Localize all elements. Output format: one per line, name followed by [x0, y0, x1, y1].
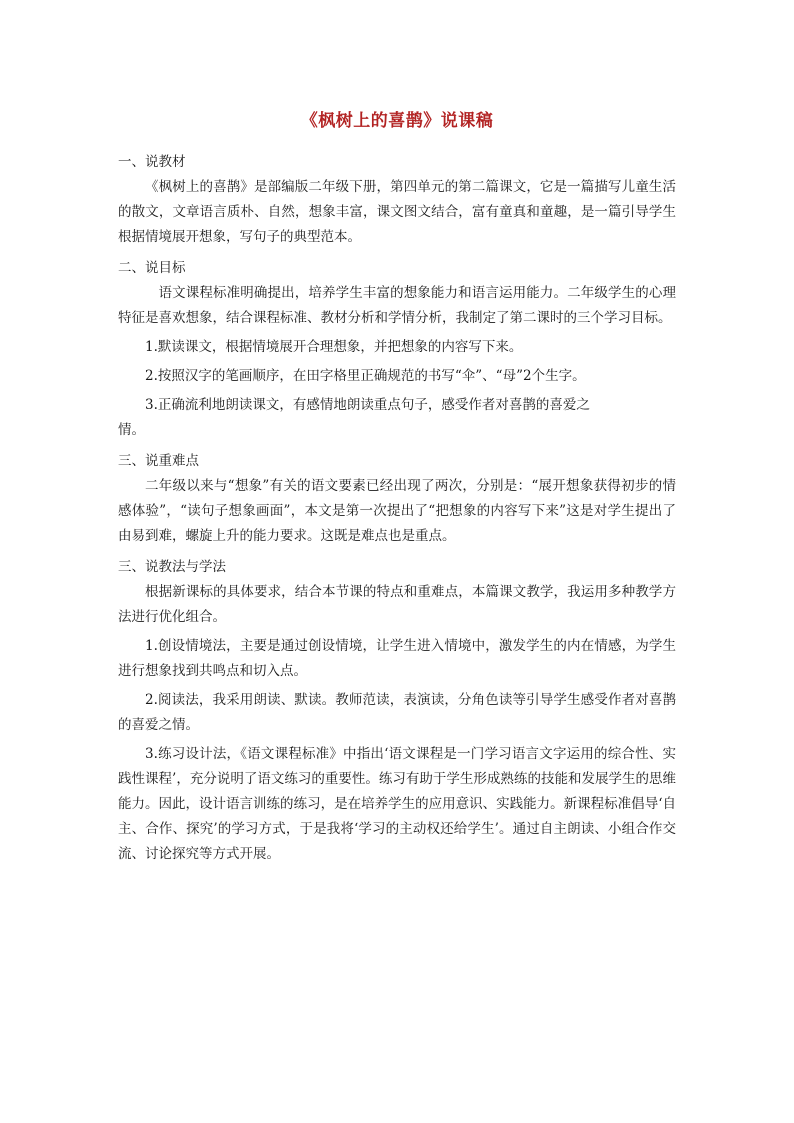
method-item-2: 2.阅读法，我采用朗读、默读。教师范读，表演读，分角色读等引导学生感受作者对喜鹊的喜爱之情。 — [118, 692, 676, 733]
section-heading-key-points: 三、说重难点 — [118, 453, 199, 469]
paragraph-methods: 根据新课标的具体要求，结合本节课的特点和重难点，本篇课文教学，我运用多种教学方法进行优化组合。 — [118, 584, 676, 625]
section-heading-textbook: 一、说教材 — [118, 154, 186, 170]
goal-item-3: 3.正确流利地朗读课文，有感情地朗读重点句子，感受作者对喜鹊的喜爱之 — [145, 397, 590, 413]
goal-item-3-continued: 情。 — [118, 422, 145, 438]
paragraph-goals: 语文课程标准明确提出，培养学生丰富的想象能力和语言运用能力。二年级学生的心理特征是喜欢想象，结合课程标准、教材分析和学情分析，我制定了第二课时的三个学习目标。 — [118, 285, 676, 326]
method-item-1: 1.创设情境法，主要是通过创设情境，让学生进入情境中，激发学生的内在情感，为学生进行想象找到共鸣点和切入点。 — [118, 638, 676, 679]
goal-item-2: 2.按照汉字的笔画顺序，在田字格里正确规范的书写“伞”、“母”2个生字。 — [145, 368, 586, 384]
goal-item-1: 1.默读课文，根据情境展开合理想象，并把想象的内容写下来。 — [145, 339, 523, 355]
paragraph-textbook: 《枫树上的喜鹊》是部编版二年级下册，第四单元的第二篇课文，它是一篇描写儿童生活的散文，文章语言质朴、自然，想象丰富，课文图文结合，富有童真和童趣，是一篇引导学生根据情境展开想象，写句子的典型范本。 — [118, 179, 676, 245]
method-item-3: 3.练习设计法，《语文课程标准》中指出‘语文课程是一门学习语言文字运用的综合性、实践性课程’，充分说明了语文练习的重要性。练习有助于学生形成熟练的技能和发展学生的思维能力。因此，设计语言训练的练习，是在培养学生的应用意识、实践能力。新课程标准倡导‘自主、合作、探究’的学习方式，于是我将‘学习的主动权还给学生’。通过自主朗读、小组合作交流、讨论探究等方式开展。 — [118, 746, 676, 862]
section-heading-methods: 三、说教法与学法 — [118, 559, 226, 575]
document-title: 《枫树上的喜鹊》说课稿 — [300, 111, 494, 131]
document-body — [118, 144, 676, 867]
paragraph-key-points: 二年级以来与“想象”有关的语文要素已经出现了两次，分别是：“展开想象获得初步的情感体验”，“读句子想象画面”，本文是第一次提出了“把想象的内容写下来”这是对学生提出了由易到难，螺旋上升的能力要求。这既是难点也是重点。 — [118, 478, 676, 544]
section-heading-goals: 二、说目标 — [118, 260, 186, 276]
